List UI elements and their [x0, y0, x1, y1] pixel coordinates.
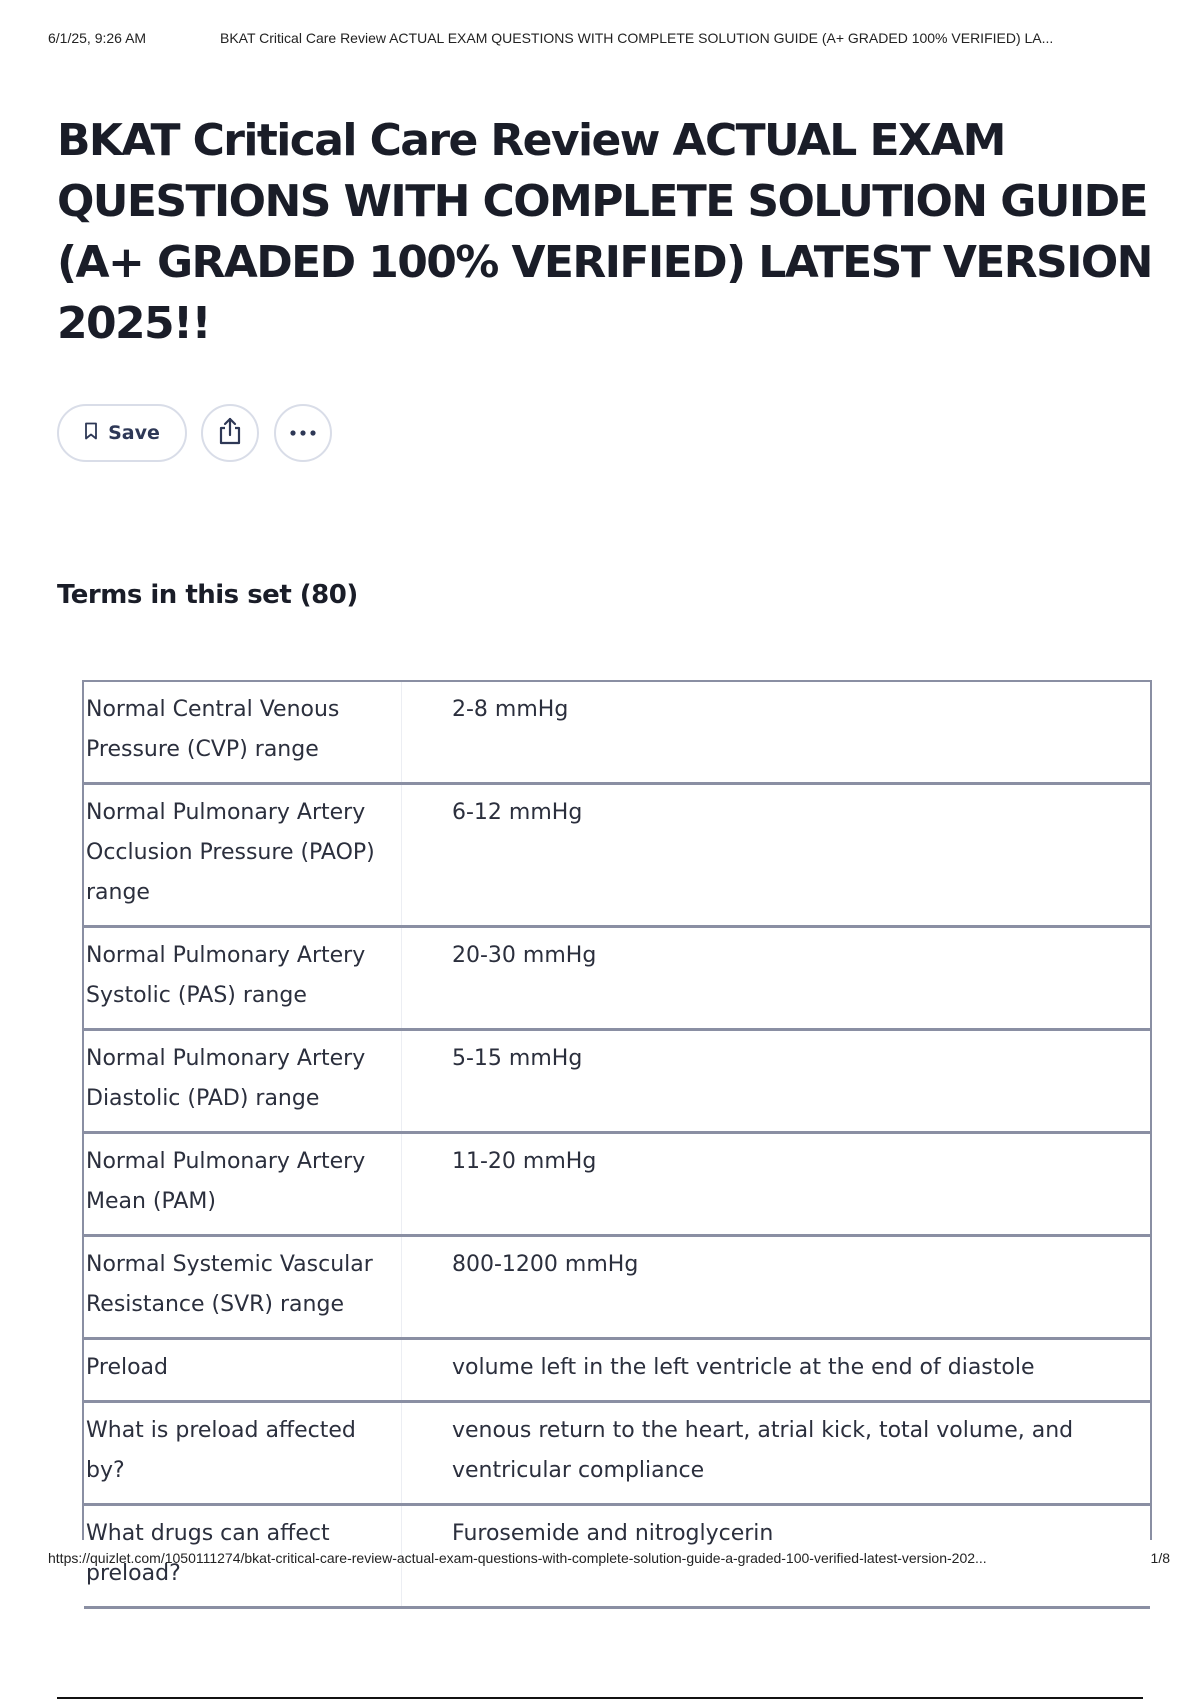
share-icon: [217, 416, 243, 451]
definition-text: 800-1200 mmHg: [452, 1252, 639, 1277]
term-row: [84, 682, 1150, 785]
print-url: https://quizlet.com/1050111274/bkat-critical-care-review-actual-exam-questions-with-complete-solution-guide-a-graded-100-verified-latest-version-202...: [48, 1550, 987, 1566]
term-text: Preload: [84, 1340, 402, 1400]
print-footer: [48, 1550, 1170, 1570]
definition-text: venous return to the heart, atrial kick, total volume, and ventricular compliance: [452, 1418, 1074, 1483]
definition-text: 20-30 mmHg: [452, 943, 597, 968]
print-doc-title: BKAT Critical Care Review ACTUAL EXAM QUESTIONS WITH COMPLETE SOLUTION GUIDE (A+ GRADED 100% VERIFIED) LA...: [220, 30, 1054, 46]
term-text: Normal Pulmonary Artery Occlusion Pressure (PAOP) range: [84, 785, 402, 925]
term-text: What is preload affected by?: [84, 1403, 402, 1503]
term-row: [84, 1340, 1150, 1403]
definition-text: volume left in the left ventricle at the end of diastole: [452, 1355, 1035, 1380]
page-number: 1/8: [1150, 1550, 1170, 1566]
definition-text: 6-12 mmHg: [452, 800, 583, 825]
more-horizontal-icon: [289, 424, 317, 442]
more-options-button[interactable]: [274, 404, 332, 462]
bookmark-icon: [84, 422, 98, 445]
term-text: Normal Pulmonary Artery Mean (PAM): [84, 1134, 402, 1234]
print-header: [48, 30, 1170, 50]
divider: [57, 1697, 1143, 1699]
page-title: BKAT Critical Care Review ACTUAL EXAM QUESTIONS WITH COMPLETE SOLUTION GUIDE (A+ GRADED 100% VERIFIED) LATEST VERSION 2025!!: [57, 115, 1152, 349]
term-text: Normal Pulmonary Artery Diastolic (PAD) range: [84, 1031, 402, 1131]
share-button[interactable]: [201, 404, 259, 462]
term-row: [84, 1237, 1150, 1340]
term-row: [84, 1403, 1150, 1506]
term-text: What drugs can affect preload?: [84, 1506, 402, 1606]
definition-text: 11-20 mmHg: [452, 1149, 597, 1174]
save-label: Save: [108, 422, 160, 444]
term-text: Normal Central Venous Pressure (CVP) range: [84, 682, 402, 782]
term-row: [84, 1134, 1150, 1237]
definition-text: 5-15 mmHg: [452, 1046, 583, 1071]
term-text: Normal Systemic Vascular Resistance (SVR) range: [84, 1237, 402, 1337]
print-datetime: 6/1/25, 9:26 AM: [48, 30, 147, 46]
definition-text: 2-8 mmHg: [452, 697, 569, 722]
terms-heading: Terms in this set (80): [57, 580, 358, 610]
term-row: [84, 1031, 1150, 1134]
term-row: [84, 785, 1150, 928]
save-button[interactable]: [57, 404, 187, 462]
term-row: [84, 928, 1150, 1031]
definition-text: Furosemide and nitroglycerin: [452, 1521, 774, 1546]
term-text: Normal Pulmonary Artery Systolic (PAS) range: [84, 928, 402, 1028]
